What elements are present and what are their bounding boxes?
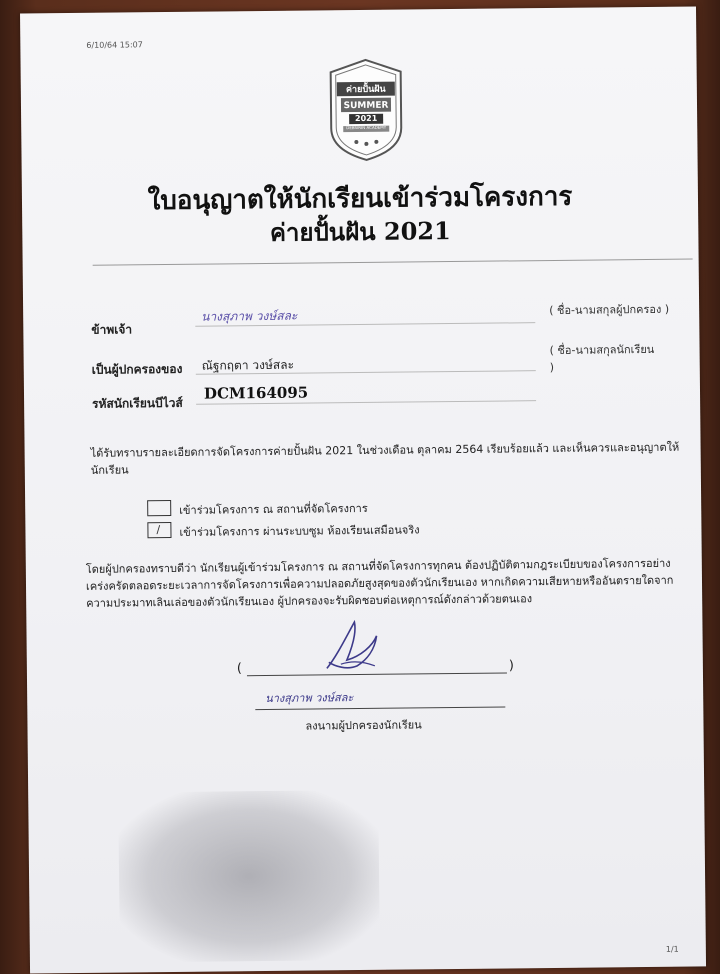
- title-divider: [93, 259, 693, 266]
- onsite-checkbox[interactable]: [147, 500, 171, 516]
- signature-caption: ลงนามผู้ปกครองนักเรียน: [305, 718, 422, 733]
- logo-text-year: 2021: [354, 113, 378, 124]
- signature-printed-name: นางสุภาพ วงษ์สละ: [265, 691, 354, 706]
- student-name-hint: ( ชื่อ-นามสกุลนักเรียน ): [549, 342, 655, 375]
- guardian-name-hint: ( ชื่อ-นามสกุลผู้ปกครอง ): [549, 302, 670, 318]
- online-checkbox[interactable]: [147, 522, 171, 538]
- online-option-label: เข้าร่วมโครงการ ผ่านระบบซูม ห้องเรียนเสมือนจริง: [179, 523, 420, 539]
- signature-open-paren: (: [236, 661, 243, 677]
- photo-shadow: [118, 790, 380, 963]
- logo-text-subtitle: DEBSIRIN ACADEMY: [346, 124, 387, 131]
- student-label: เป็นผู้ปกครองของ: [91, 361, 183, 377]
- online-check-mark: /: [156, 523, 161, 537]
- acknowledgement-text: ได้รับทราบรายละเอียดการจัดโครงการค่ายปั้นฝัน 2021 ในช่วงเดือน ตุลาคม 2564 เรียบร้อยแล้ว และเห็นควรและอนุญาตให้นักเรียน: [90, 440, 680, 477]
- conditions-text: โดยผู้ปกครองทราบดีว่า นักเรียนผู้เข้าร่วมโครงการ ณ สถานที่จัดโครงการทุกคน ต้องปฏิบัติตามกฎระเบียบของโครงการอย่างเคร่งครัดตลอดระยะเวลาการจัดโครงการเพื่อความปลอดภัยสูงสุดของตัวนักเรียนเอง หากเกิดความเสียหายหรืออันตรายใดจากความประมาทเลินเล่อของตัวนักเรียนเอง ผู้ปกครองจะรับผิดชอบต่อเหตุการณ์ดังกล่าวด้วยตนเอง: [85, 556, 674, 610]
- student-name: ณัฐกฤตา วงษ์สละ: [201, 357, 295, 373]
- guardian-label: ข้าพเจ้า: [91, 322, 133, 337]
- form-subtitle: ค่ายปั้นฝัน 2021: [269, 216, 451, 247]
- onsite-option-label: เข้าร่วมโครงการ ณ สถานที่จัดโครงการ: [179, 501, 368, 517]
- printed-name-line: [255, 706, 505, 710]
- form-title: ใบอนุญาตให้นักเรียนเข้าร่วมโครงการ: [147, 181, 573, 217]
- permission-form-paper: [20, 6, 706, 973]
- logo-text-summer: SUMMER: [343, 100, 389, 112]
- logo-text-thai: ค่ายปั้นฝัน: [345, 84, 386, 96]
- signature-close-paren: ): [508, 658, 515, 674]
- print-timestamp: 6/10/64 15:07: [86, 40, 143, 50]
- page-number: 1/1: [665, 944, 679, 954]
- guardian-name-handwritten: นางสุภาพ วงษ์สละ: [201, 308, 298, 324]
- guardian-signature-scribble: [316, 616, 397, 677]
- student-id-label: รหัสนักเรียนบีไวส์: [92, 395, 183, 411]
- student-id-value: DCM164095: [203, 383, 309, 403]
